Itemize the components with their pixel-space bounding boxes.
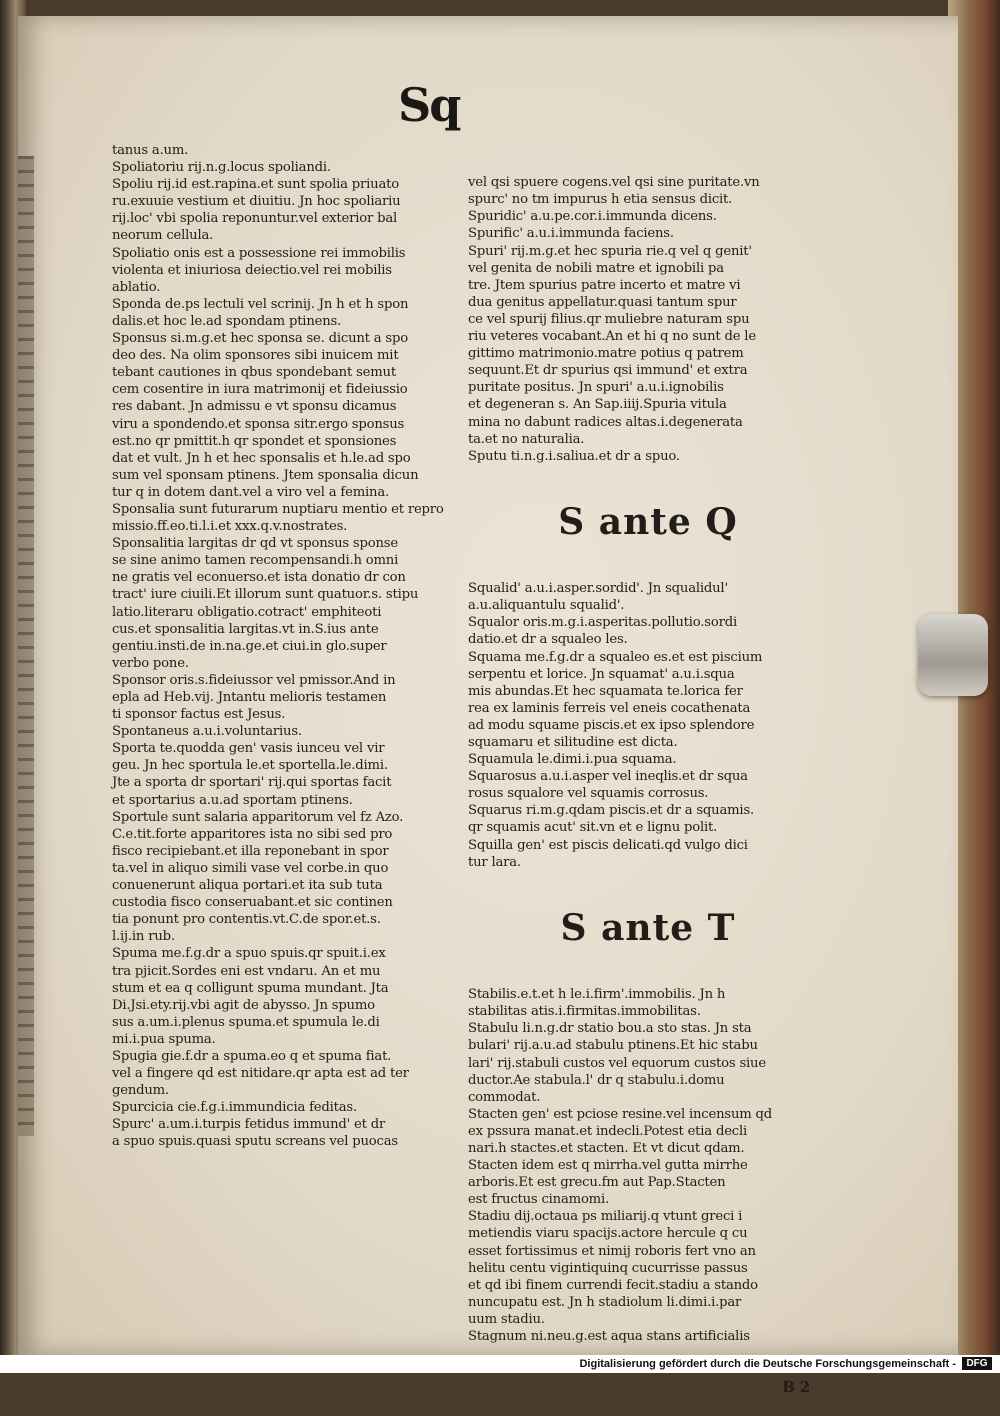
section-heading-s-ante-q: S ante Q: [558, 500, 738, 543]
text-line: a.u.aliquantulu squalid'.: [468, 598, 625, 614]
text-line: et degeneran s. An Sap.iiij.Spuria vitula: [468, 397, 727, 413]
text-line: esset fortissimus et nimij roboris fert vno an: [468, 1243, 756, 1259]
text-line: rea ex laminis ferreis vel eneis cocathenata: [468, 700, 751, 716]
text-line: latio.literaru obligatio.cotract' emphiteoti: [112, 604, 382, 620]
text-line: tre. Jtem spurius patre incerto et matre vi: [468, 277, 741, 293]
text-line: et sportarius a.u.ad sportam ptinens.: [112, 792, 353, 808]
text-line: violenta et iniuriosa deiectio.vel rei mobilis: [112, 262, 392, 278]
text-line: C.e.tit.forte apparitores ista no sibi sed pro: [112, 826, 393, 842]
text-line: ductor.Ae stabula.l' dr q stabulu.i.domu: [468, 1072, 725, 1088]
text-line: helitu centu vigintiquinq cucurrisse passus: [468, 1260, 748, 1276]
text-line: l.ij.in rub.: [112, 929, 175, 945]
text-line: Squarus ri.m.g.qdam piscis.et dr a squamis.: [468, 803, 755, 819]
text-line: riu veteres vocabant.An et hi q no sunt de le: [468, 329, 756, 345]
text-line: cem cosentire in iura matrimonij et fideiussio: [112, 382, 408, 398]
text-line: tract' iure ciuili.Et illorum sunt quatuor.s. stipu: [112, 587, 419, 603]
text-line: est.no qr pmittit.h qr spondet et sponsiones: [112, 433, 397, 449]
text-line: Di.Jsi.ety.rij.vbi agit de abysso. Jn spumo: [112, 997, 375, 1013]
text-line: gittimo matrimonio.matre potius q patrem: [468, 346, 744, 362]
text-line: ta.et no naturalia.: [468, 431, 585, 447]
right-column-bottom-block: [468, 986, 828, 1345]
text-line: datio.et dr a squaleo les.: [468, 632, 628, 648]
text-line: tia ponunt pro contentis.vt.C.de spor.et.s.: [112, 912, 381, 928]
text-line: serpentu et lorice. Jn squamat' a.u.i.squa: [468, 666, 735, 682]
right-column-middle-block: [468, 580, 828, 871]
text-line: ti sponsor factus est Jesus.: [112, 707, 286, 723]
running-head: Sq: [398, 78, 460, 132]
text-line: ta.vel in aliquo simili vase vel corbe.in quo: [112, 860, 389, 876]
text-line: metiendis viaru spacijs.actore hercule q cu: [468, 1226, 748, 1242]
text-line: vel a fingere qd est nitidare.qr apta est ad ter: [112, 1066, 409, 1082]
text-line: Stadiu dij.octaua ps miliarij.q vtunt greci i: [468, 1209, 743, 1225]
right-text-column: [468, 140, 828, 1416]
text-line: sus a.um.i.plenus spuma.et spumula le.di: [112, 1014, 380, 1030]
text-line: et qd ibi finem currendi fecit.stadiu a stando: [468, 1277, 758, 1293]
text-line: tur q in dotem dant.vel a viro vel a femina.: [112, 484, 389, 500]
text-line: Sponsus si.m.g.et hec sponsa se. dicunt a spo: [112, 331, 408, 347]
page-clasp: [918, 614, 988, 696]
text-line: nari.h stactes.et stacten. Et vt dicut qdam.: [468, 1140, 745, 1156]
text-line: rosus squalore vel squamis corrosus.: [468, 786, 709, 802]
text-line: Sputu ti.n.g.i.saliua.et dr a spuo.: [468, 448, 680, 464]
text-line: puritate positus. Jn spuri' a.u.i.ignobilis: [468, 380, 724, 396]
text-line: conuenerunt aliqua portari.et ita sub tuta: [112, 878, 383, 894]
text-line: ne gratis vel econuerso.et ista donatio dr con: [112, 570, 406, 586]
text-line: Squalor oris.m.g.i.asperitas.pollutio.sordi: [468, 615, 737, 631]
text-line: ad modu squame piscis.et ex ipso splendore: [468, 717, 755, 733]
text-line: Spurc' a.um.i.turpis fetidus immund' et dr: [112, 1117, 386, 1133]
text-line: stabilitas atis.i.firmitas.immobilitas.: [468, 1004, 701, 1020]
text-line: bulari' rij.a.u.ad stabulu ptinens.Et hic stabu: [468, 1038, 758, 1054]
text-line: tra pjicit.Sordes eni est vndaru. An et mu: [112, 963, 381, 979]
text-line: sequunt.Et dr spurius qsi immund' et extra: [468, 363, 748, 379]
text-line: Squamula le.dimi.i.pua squama.: [468, 752, 677, 768]
text-line: Jte a sporta dr sportari' rij.qui sportas facit: [112, 775, 392, 791]
text-line: tanus a.um.: [112, 143, 189, 158]
text-line: Spontaneus a.u.i.voluntarius.: [112, 724, 302, 740]
text-line: Spurific' a.u.i.immunda faciens.: [468, 226, 674, 242]
text-line: Sponsalitia largitas dr qd vt sponsus sponse: [112, 536, 398, 552]
text-line: spurc' no tm impurus h etia sensus dicit.: [468, 192, 733, 208]
text-line: gendum.: [112, 1083, 169, 1099]
dfg-logo: DFG: [962, 1357, 992, 1370]
text-line: squamaru et silitudine est dicta.: [468, 735, 678, 750]
text-line: Squilla gen' est piscis delicati.qd vulgo dici: [468, 837, 748, 853]
right-column-top-block: [468, 174, 828, 465]
text-line: Spoliatio onis est a possessione rei immobilis: [112, 245, 406, 261]
text-line: deo des. Na olim sponsores sibi inuicem mit: [112, 348, 399, 364]
text-line: Stacten gen' est pciose resine.vel incensum qd: [468, 1106, 773, 1122]
text-line: res dabant. Jn admissu e vt sponsu dicamus: [112, 399, 397, 415]
text-line: Spuri' rij.m.g.et hec spuria rie.q vel q genit': [468, 243, 752, 259]
text-line: verbo pone.: [112, 655, 189, 671]
text-line: Sporta te.quodda gen' vasis iunceu vel vir: [112, 741, 385, 757]
text-line: mi.i.pua spuma.: [112, 1031, 216, 1047]
text-line: Sponsalia sunt futurarum nuptiaru mentio et repro: [112, 501, 444, 517]
text-line: geu. Jn hec sportula le.et sportella.le.dimi.: [112, 758, 388, 774]
text-line: lari' rij.stabuli custos vel equorum custos siue: [468, 1055, 766, 1071]
text-line: vel genita de nobili matre et ignobili pa: [468, 260, 724, 276]
text-line: nuncupatu est. Jn h stadiolum li.dimi.i.par: [468, 1294, 742, 1310]
text-line: commodat.: [468, 1089, 541, 1105]
section-heading-s-ante-t: S ante T: [560, 906, 736, 949]
text-line: Stacten idem est q mirrha.vel gutta mirrhe: [468, 1158, 748, 1174]
text-line: uum stadiu.: [468, 1311, 545, 1327]
text-line: rij.loc' vbi spolia reponuntur.vel exterior bal: [112, 211, 397, 227]
text-line: qr squamis acut' sit.vn et e lignu polit.: [468, 820, 718, 836]
text-line: Squarosus a.u.i.asper vel ineqlis.et dr squa: [468, 769, 748, 785]
text-line: dalis.et hoc le.ad spondam ptinens.: [112, 313, 342, 329]
text-line: ex pssura manat.et indecli.Potest etia decli: [468, 1123, 748, 1139]
text-line: Sportule sunt salaria apparitorum vel fz Azo.: [112, 809, 404, 825]
facing-page-gutter: [18, 156, 34, 1136]
text-line: mina no dabunt radices altas.i.degenerata: [468, 414, 743, 430]
text-line: ru.exuuie vestium et diuitiu. Jn hoc spoliariu: [112, 194, 401, 210]
text-line: ablatio.: [112, 279, 161, 295]
text-line: sum vel sponsam ptinens. Jtem sponsalia dicun: [112, 467, 419, 483]
text-line: Squalid' a.u.i.asper.sordid'. Jn squalidul': [468, 581, 728, 597]
text-line: Spuridic' a.u.pe.cor.i.immunda dicens.: [468, 209, 717, 225]
text-line: Stagnum ni.neu.g.est aqua stans artificialis: [468, 1329, 750, 1344]
text-line: Spuma me.f.g.dr a spuo spuis.qr spuit.i.ex: [112, 946, 386, 962]
text-line: fisco recipiebant.et illa reponebant in spor: [112, 843, 389, 859]
signature-mark: B 2: [782, 1378, 810, 1397]
text-line: neorum cellula.: [112, 228, 214, 244]
text-line: Stabilis.e.t.et h le.i.firm'.immobilis. Jn h: [468, 987, 726, 1003]
text-line: viru a spondendo.et sponsa sitr.ergo sponsus: [112, 416, 405, 432]
text-line: stum et ea q colligunt spuma mundant. Jta: [112, 980, 389, 996]
text-line: est fructus cinamomi.: [468, 1192, 609, 1208]
text-line: dat et vult. Jn h et hec sponsalis et h.le.ad spo: [112, 450, 411, 466]
text-line: gentiu.insti.de in.na.ge.et ciui.in glo.super: [112, 638, 387, 654]
text-line: Squama me.f.g.dr a squaleo es.et est piscium: [468, 649, 763, 665]
text-line: cus.et sponsalitia largitas.vt in.S.ius ante: [112, 621, 379, 637]
text-line: arboris.Et est grecu.fm aut Pap.Stacten: [468, 1175, 726, 1191]
text-line: Spurcicia cie.f.g.i.immundicia feditas.: [112, 1100, 357, 1116]
text-line: missio.ff.eo.ti.l.i.et xxx.q.v.nostrates.: [112, 519, 348, 535]
text-line: Spugia gie.f.dr a spuma.eo q et spuma fiat.: [112, 1048, 392, 1064]
text-line: Spoliatoriu rij.n.g.locus spoliandi.: [112, 160, 331, 176]
text-line: tebant cautiones in qbus spondebant semut: [112, 365, 396, 381]
text-line: ce vel spurij filius.qr muliebre naturam spu: [468, 311, 750, 327]
text-line: tur lara.: [468, 854, 521, 870]
text-line: dua genitus appellatur.quasi tantum spur: [468, 294, 737, 310]
text-line: custodia fisco conseruabant.et sic continen: [112, 895, 393, 911]
left-text-column: [112, 142, 472, 1151]
text-line: epla ad Heb.vij. Jntantu melioris testamen: [112, 690, 387, 705]
footer-credit: Digitalisierung gefördert durch die Deutsche Forschungsgemeinschaft -: [579, 1358, 956, 1370]
text-line: Stabulu li.n.g.dr statio bou.a sto stas. Jn sta: [468, 1021, 752, 1037]
text-line: vel qsi spuere cogens.vel qsi sine puritate.vn: [468, 175, 760, 191]
text-line: mis abundas.Et hec squamata te.lorica fer: [468, 683, 743, 699]
text-line: Spoliu rij.id est.rapina.et sunt spolia priuato: [112, 177, 399, 193]
text-line: a spuo spuis.quasi sputu screans vel puocas: [112, 1134, 398, 1150]
text-line: se sine animo tamen recompensandi.h omni: [112, 553, 399, 569]
text-line: Sponda de.ps lectuli vel scrinij. Jn h et h spon: [112, 296, 409, 312]
text-line: Sponsor oris.s.fideiussor vel pmissor.And in: [112, 672, 396, 688]
